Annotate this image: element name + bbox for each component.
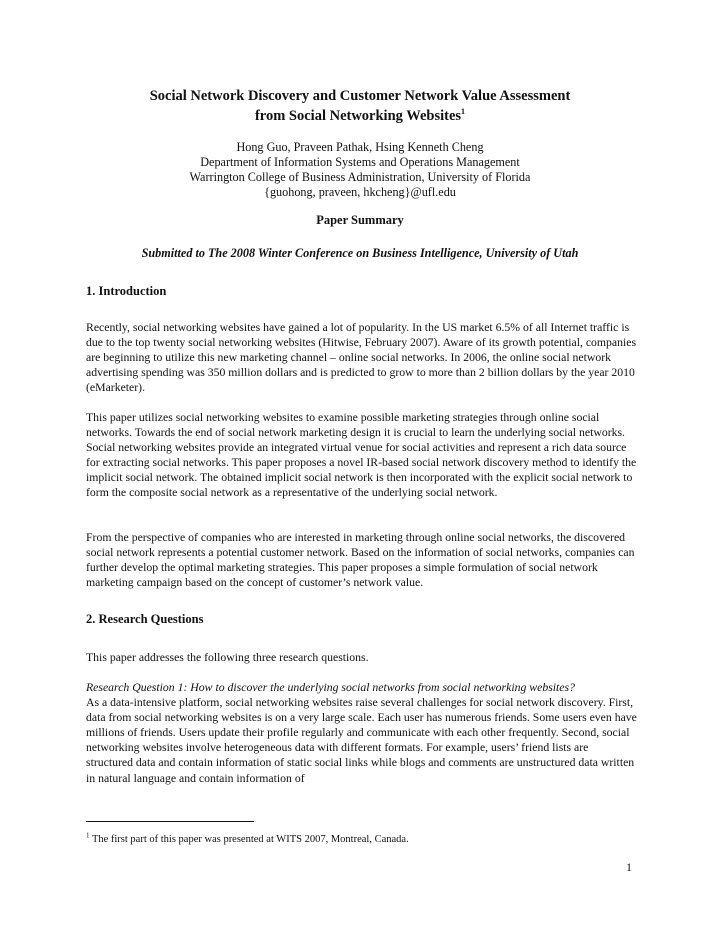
research-question-1: Research Question 1: How to discover the underlying social networks from social networking websites? [86,681,575,694]
section-heading-research-questions: 2. Research Questions [86,612,204,626]
research-paragraph-2: As a data-intensive platform, social networking websites raise several challenges for social network discovery. First, data from social networking websites is on a very large scale. Each user has numerous friends. Some users even have millions of friends. Users update their profile regularly and communicate with each other frequently. Second, social networking websites involve heterogeneous data with different formats. For example, users’ friend lists are structured data and contain information of static social links while blogs and comments are unstructured data written in natural language and contain information of [86,696,637,785]
research-question-block [86,680,638,786]
paper-title [60,86,660,126]
footnote-text: The first part of this paper was presented at WITS 2007, Montreal, Canada. [91,834,409,845]
research-paragraph-1: This paper addresses the following three research questions. [86,651,369,664]
footnote-divider [86,821,254,822]
submitted-note: Submitted to The 2008 Winter Conference on Business Intelligence, University of Utah [141,246,579,260]
department: Department of Information Systems and Operations Management [200,155,520,169]
section-heading-introduction: 1. Introduction [86,284,167,298]
intro-paragraph-3: From the perspective of companies who are interested in marketing through online social networks, the discovered social network represents a potential customer network. Based on the information of social networks, companies can further develop the optimal marketing strategies. This paper proposes a simple formulation of social network marketing campaign based on the concept of customer’s network value. [86,531,635,590]
authors: Hong Guo, Praveen Pathak, Hsing Kenneth Cheng [236,140,484,154]
emails: {guohong, praveen, hkcheng}@ufl.edu [264,185,456,199]
title-line-1: Social Network Discovery and Customer Network Value Assessment [149,88,571,104]
college: Warrington College of Business Administration, University of Florida [189,170,531,184]
title-line-2-text: from Social Networking Websites [254,108,462,124]
title-footnote-mark: 1 [461,107,466,117]
footnote-mark: 1 [86,831,90,840]
summary-label: Paper Summary [316,213,404,227]
footnote [86,831,409,845]
page-number: 1 [626,860,632,874]
intro-paragraph-1: Recently, social networking websites have gained a lot of popularity. In the US market 6.5% of all Internet traffic is due to the top twenty social networking websites (Hitwise, February 2007). Aware of its growth potential, companies are beginning to utilize this new marketing channel – online social networks. In 2006, the online social network advertising spending was 350 million dollars and is predicted to grow to more than 2 billion dollars by the year 2010 (eMarketer). [86,321,637,395]
intro-paragraph-2: This paper utilizes social networking websites to examine possible marketing strategies through online social networks. Towards the end of social network marketing design it is crucial to learn the underlying social networks. Social networking websites provide an integrated virtual venue for social activities and represent a rich data source for extracting social networks. This paper proposes a novel IR-based social network discovery method to identify the implicit social network. The obtained implicit social network is then incorporated with the explicit social network to form the composite social network as a representative of the underlying social network. [86,411,637,500]
title-line-2 [60,106,660,126]
